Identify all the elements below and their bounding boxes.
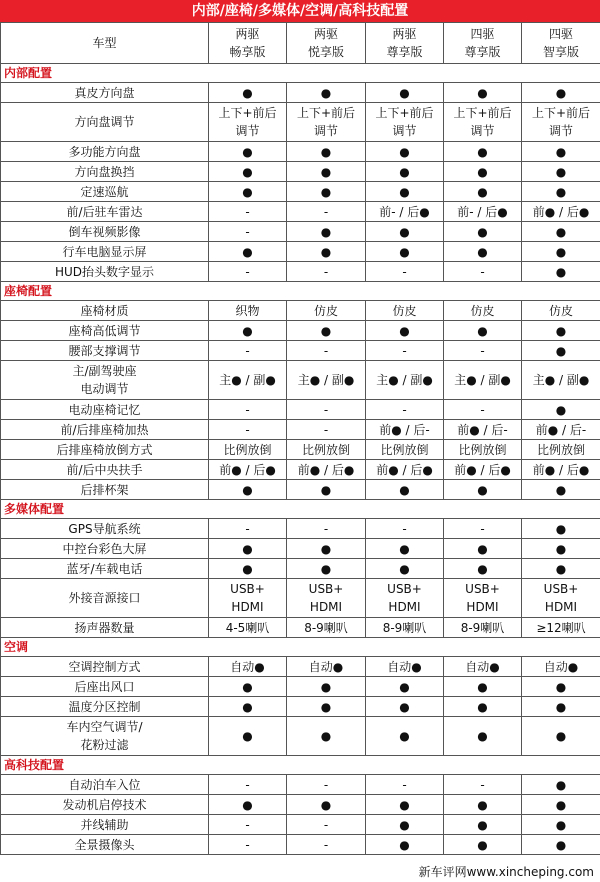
spec-value: -	[366, 519, 444, 539]
spec-value: 主● / 副●	[522, 361, 600, 400]
spec-row	[1, 559, 600, 579]
spec-label: 车内空气调节/ 花粉过滤	[1, 717, 209, 756]
spec-value: 自动●	[209, 657, 287, 677]
spec-value: ●	[287, 795, 366, 815]
spec-label: 主/副驾驶座 电动调节	[1, 361, 209, 400]
spec-value: 自动●	[444, 657, 522, 677]
spec-value: 上下+前后 调节	[366, 103, 444, 142]
spec-value: 比例放倒	[444, 440, 522, 460]
spec-label: 后座出风口	[1, 677, 209, 697]
spec-row	[1, 242, 600, 262]
spec-value: ●	[444, 815, 522, 835]
spec-value: ●	[366, 815, 444, 835]
spec-value: ●	[522, 182, 600, 202]
spec-value: ●	[209, 242, 287, 262]
section-header-row	[1, 638, 600, 657]
spec-value: -	[366, 400, 444, 420]
model-header: 四驱 尊享版	[444, 23, 522, 64]
spec-value: ●	[287, 717, 366, 756]
spec-value: ●	[522, 539, 600, 559]
spec-value: ●	[366, 480, 444, 500]
spec-value: 自动●	[287, 657, 366, 677]
spec-value: ●	[522, 222, 600, 242]
spec-value: ●	[522, 162, 600, 182]
spec-row	[1, 103, 600, 142]
spec-value: ●	[366, 162, 444, 182]
spec-row	[1, 321, 600, 341]
spec-value: ●	[287, 182, 366, 202]
spec-value: ●	[522, 815, 600, 835]
spec-value: ●	[444, 182, 522, 202]
model-header: 两驱 尊享版	[366, 23, 444, 64]
section-header-row	[1, 282, 600, 301]
spec-value: ●	[444, 795, 522, 815]
spec-value: USB+ HDMI	[287, 579, 366, 618]
spec-value: ●	[366, 182, 444, 202]
spec-value: -	[444, 775, 522, 795]
spec-label: 全景摄像头	[1, 835, 209, 855]
spec-value: ●	[522, 835, 600, 855]
spec-label: 蓝牙/车载电话	[1, 559, 209, 579]
section-header-row	[1, 64, 600, 83]
watermark-source: 新车评网www.xincheping.com	[418, 865, 594, 879]
spec-value: ●	[366, 697, 444, 717]
spec-label: 并线辅助	[1, 815, 209, 835]
header-label: 车型	[1, 23, 209, 64]
spec-label: 座椅材质	[1, 301, 209, 321]
spec-value: ●	[287, 83, 366, 103]
section-header-row	[1, 756, 600, 775]
spec-label: 空调控制方式	[1, 657, 209, 677]
spec-value: 仿皮	[287, 301, 366, 321]
spec-value: ●	[522, 341, 600, 361]
spec-row	[1, 697, 600, 717]
spec-value: ●	[444, 697, 522, 717]
spec-value: 8-9喇叭	[287, 618, 366, 638]
spec-value: ●	[444, 717, 522, 756]
spec-value: 主● / 副●	[287, 361, 366, 400]
spec-label: 方向盘换挡	[1, 162, 209, 182]
spec-row	[1, 182, 600, 202]
spec-value: ●	[287, 142, 366, 162]
spec-row	[1, 618, 600, 638]
spec-value: ●	[366, 242, 444, 262]
spec-value: 上下+前后 调节	[287, 103, 366, 142]
spec-row	[1, 795, 600, 815]
spec-label: 电动座椅记忆	[1, 400, 209, 420]
model-header: 两驱 悦享版	[287, 23, 366, 64]
spec-label: 多功能方向盘	[1, 142, 209, 162]
spec-label: 座椅高低调节	[1, 321, 209, 341]
spec-value: ●	[522, 559, 600, 579]
spec-value: ●	[444, 539, 522, 559]
spec-value: ●	[209, 559, 287, 579]
spec-label: 行车电脑显示屏	[1, 242, 209, 262]
spec-value: -	[287, 420, 366, 440]
spec-value: 前● / 后●	[522, 202, 600, 222]
spec-value: ●	[209, 480, 287, 500]
spec-value: 比例放倒	[209, 440, 287, 460]
spec-value: ●	[522, 262, 600, 282]
spec-value: 前● / 后-	[366, 420, 444, 440]
spec-value: ●	[366, 677, 444, 697]
spec-value: -	[209, 815, 287, 835]
spec-value: -	[287, 262, 366, 282]
spec-value: ●	[522, 242, 600, 262]
spec-value: -	[444, 341, 522, 361]
spec-value: ●	[287, 677, 366, 697]
spec-value: ●	[444, 162, 522, 182]
spec-value: ●	[444, 242, 522, 262]
spec-value: -	[209, 400, 287, 420]
spec-value: 前- / 后●	[366, 202, 444, 222]
spec-value: 比例放倒	[366, 440, 444, 460]
spec-label: 温度分区控制	[1, 697, 209, 717]
section-title: 座椅配置	[1, 282, 600, 301]
spec-value: ●	[287, 222, 366, 242]
spec-value: 主● / 副●	[444, 361, 522, 400]
spec-row	[1, 717, 600, 756]
spec-label: GPS导航系统	[1, 519, 209, 539]
spec-value: -	[366, 262, 444, 282]
spec-row	[1, 341, 600, 361]
spec-value: ●	[209, 321, 287, 341]
spec-row	[1, 440, 600, 460]
spec-value: 前● / 后-	[444, 420, 522, 440]
spec-value: -	[444, 400, 522, 420]
section-title: 内部配置	[1, 64, 600, 83]
spec-value: ●	[522, 519, 600, 539]
spec-value: ●	[366, 83, 444, 103]
spec-value: USB+ HDMI	[366, 579, 444, 618]
spec-value: 前● / 后●	[444, 460, 522, 480]
model-header: 两驱 畅享版	[209, 23, 287, 64]
spec-row	[1, 579, 600, 618]
spec-value: 前- / 后●	[444, 202, 522, 222]
spec-value: ●	[366, 142, 444, 162]
spec-row	[1, 262, 600, 282]
spec-value: 主● / 副●	[209, 361, 287, 400]
spec-row	[1, 83, 600, 103]
spec-value: USB+ HDMI	[209, 579, 287, 618]
spec-value: ●	[287, 559, 366, 579]
spec-value: 上下+前后 调节	[444, 103, 522, 142]
spec-value: -	[287, 775, 366, 795]
spec-value: ●	[522, 697, 600, 717]
spec-value: -	[287, 835, 366, 855]
spec-row	[1, 301, 600, 321]
page-title: 内部/座椅/多媒体/空调/高科技配置	[0, 0, 600, 22]
spec-value: 自动●	[366, 657, 444, 677]
spec-value: 8-9喇叭	[366, 618, 444, 638]
spec-value: ●	[522, 775, 600, 795]
spec-value: -	[287, 202, 366, 222]
spec-value: ●	[444, 83, 522, 103]
spec-value: 仿皮	[522, 301, 600, 321]
spec-value: ●	[209, 717, 287, 756]
spec-value: ●	[444, 835, 522, 855]
spec-label: 倒车视频影像	[1, 222, 209, 242]
spec-value: ●	[287, 697, 366, 717]
spec-value: ●	[366, 795, 444, 815]
spec-value: -	[209, 775, 287, 795]
spec-value: ●	[522, 677, 600, 697]
spec-value: 比例放倒	[287, 440, 366, 460]
spec-value: 4-5喇叭	[209, 618, 287, 638]
section-title: 空调	[1, 638, 600, 657]
spec-row	[1, 202, 600, 222]
spec-value: ●	[444, 142, 522, 162]
spec-label: 前/后驻车雷达	[1, 202, 209, 222]
spec-value: 前● / 后●	[366, 460, 444, 480]
spec-value: ●	[209, 142, 287, 162]
spec-value: -	[366, 775, 444, 795]
spec-value: ●	[444, 321, 522, 341]
spec-row	[1, 539, 600, 559]
spec-value: ●	[209, 83, 287, 103]
spec-value: ●	[209, 182, 287, 202]
spec-value: -	[209, 222, 287, 242]
spec-label: HUD抬头数字显示	[1, 262, 209, 282]
spec-value: ●	[209, 539, 287, 559]
spec-value: ●	[522, 321, 600, 341]
spec-row	[1, 162, 600, 182]
spec-value: ●	[522, 142, 600, 162]
spec-label: 真皮方向盘	[1, 83, 209, 103]
spec-table-body	[1, 23, 600, 855]
spec-value: ●	[444, 222, 522, 242]
spec-table	[0, 22, 600, 855]
spec-value: USB+ HDMI	[444, 579, 522, 618]
spec-value: ●	[209, 697, 287, 717]
spec-value: -	[209, 202, 287, 222]
spec-value: -	[444, 262, 522, 282]
spec-value: ●	[209, 162, 287, 182]
spec-value: -	[287, 519, 366, 539]
spec-value: -	[209, 519, 287, 539]
spec-row	[1, 835, 600, 855]
spec-row	[1, 815, 600, 835]
spec-value: -	[209, 341, 287, 361]
spec-value: -	[287, 400, 366, 420]
spec-label: 方向盘调节	[1, 103, 209, 142]
spec-value: 织物	[209, 301, 287, 321]
section-title: 多媒体配置	[1, 500, 600, 519]
spec-value: ●	[287, 539, 366, 559]
spec-label: 发动机启停技术	[1, 795, 209, 815]
section-title: 高科技配置	[1, 756, 600, 775]
spec-label: 定速巡航	[1, 182, 209, 202]
spec-value: ●	[444, 677, 522, 697]
spec-value: 仿皮	[444, 301, 522, 321]
spec-row	[1, 222, 600, 242]
spec-row	[1, 460, 600, 480]
spec-value: 上下+前后 调节	[522, 103, 600, 142]
spec-row	[1, 677, 600, 697]
spec-value: ●	[366, 835, 444, 855]
spec-label: 自动泊车入位	[1, 775, 209, 795]
spec-value: -	[209, 420, 287, 440]
spec-value: ●	[366, 559, 444, 579]
spec-value: ●	[522, 480, 600, 500]
spec-value: ●	[287, 162, 366, 182]
spec-value: USB+ HDMI	[522, 579, 600, 618]
spec-row	[1, 657, 600, 677]
spec-value: -	[366, 341, 444, 361]
header-row	[1, 23, 600, 64]
spec-value: ●	[366, 321, 444, 341]
spec-value: ●	[522, 83, 600, 103]
spec-value: 8-9喇叭	[444, 618, 522, 638]
spec-row	[1, 775, 600, 795]
spec-value: ●	[209, 677, 287, 697]
spec-value: 前● / 后●	[209, 460, 287, 480]
spec-value: 前● / 后-	[522, 420, 600, 440]
spec-row	[1, 400, 600, 420]
spec-value: ≥12喇叭	[522, 618, 600, 638]
spec-row	[1, 480, 600, 500]
spec-value: -	[209, 835, 287, 855]
spec-label: 前/后排座椅加热	[1, 420, 209, 440]
spec-label: 后排杯架	[1, 480, 209, 500]
section-header-row	[1, 500, 600, 519]
spec-value: ●	[444, 559, 522, 579]
spec-value: 自动●	[522, 657, 600, 677]
spec-value: ●	[287, 480, 366, 500]
spec-label: 腰部支撑调节	[1, 341, 209, 361]
model-header: 四驱 智享版	[522, 23, 600, 64]
spec-row	[1, 142, 600, 162]
spec-value: 前● / 后●	[522, 460, 600, 480]
spec-label: 前/后中央扶手	[1, 460, 209, 480]
spec-value: ●	[444, 480, 522, 500]
spec-row	[1, 420, 600, 440]
spec-value: ●	[366, 717, 444, 756]
spec-value: -	[287, 815, 366, 835]
spec-value: 仿皮	[366, 301, 444, 321]
spec-value: ●	[287, 321, 366, 341]
spec-value: ●	[366, 222, 444, 242]
spec-label: 扬声器数量	[1, 618, 209, 638]
spec-label: 后排座椅放倒方式	[1, 440, 209, 460]
spec-value: -	[209, 262, 287, 282]
spec-value: ●	[522, 717, 600, 756]
spec-value: ●	[287, 242, 366, 262]
spec-label: 中控台彩色大屏	[1, 539, 209, 559]
spec-value: ●	[209, 795, 287, 815]
spec-row	[1, 361, 600, 400]
spec-value: ●	[522, 795, 600, 815]
spec-value: ●	[366, 539, 444, 559]
spec-value: -	[444, 519, 522, 539]
spec-value: 比例放倒	[522, 440, 600, 460]
spec-label: 外接音源接口	[1, 579, 209, 618]
spec-row	[1, 519, 600, 539]
spec-value: 主● / 副●	[366, 361, 444, 400]
spec-value: -	[287, 341, 366, 361]
spec-value: 上下+前后 调节	[209, 103, 287, 142]
spec-value: 前● / 后●	[287, 460, 366, 480]
spec-value: ●	[522, 400, 600, 420]
